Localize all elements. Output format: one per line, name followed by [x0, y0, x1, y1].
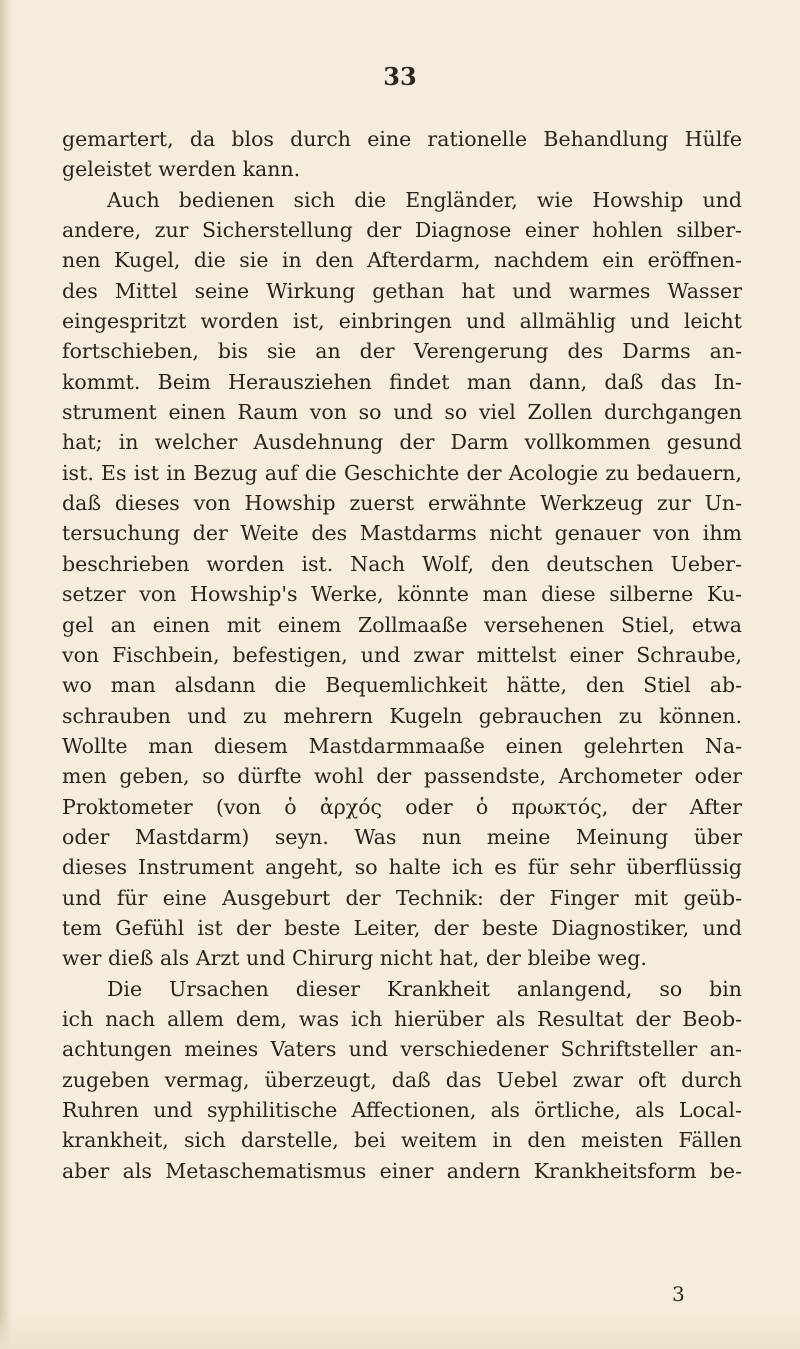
- text-line: kommt. Beim Herausziehen findet man dann, daß das In-: [62, 369, 742, 394]
- text-line: Ruhren und syphilitische Affectionen, als örtliche, als Local-: [62, 1098, 742, 1122]
- spine-shadow: [0, 0, 12, 1349]
- text-line: gel an einen mit einem Zollmaaße versehenen Stiel, etwa: [62, 612, 742, 637]
- text-line: ich nach allem dem, was ich hierüber als Resultat der Beob-: [62, 1006, 742, 1031]
- text-line: zugeben vermag, überzeugt, daß das Uebel zwar oft durch: [62, 1067, 742, 1092]
- text-line: tem Gefühl ist der beste Leiter, der beste Diagnostiker, und: [62, 915, 742, 940]
- text-line: tersuchung der Weite des Mastdarms nicht genauer von ihm: [62, 521, 742, 546]
- text-line: geleistet werden kann.: [62, 157, 301, 182]
- text-line: daß dieses von Howship zuerst erwähnte Werkzeug zur Un-: [62, 491, 742, 516]
- text-line: wo man alsdann die Bequemlichkeit hätte, den Stiel ab-: [62, 673, 742, 698]
- text-line: schrauben und zu mehrern Kugeln gebrauchen zu können.: [62, 703, 742, 728]
- text-line: eingespritzt worden ist, einbringen und allmählig und leicht: [62, 309, 742, 334]
- text-line: und für eine Ausgeburt der Technik: der Finger mit geüb-: [62, 885, 742, 910]
- text-line: ist. Es ist in Bezug auf die Geschichte der Acologie zu bedauern,: [62, 460, 742, 485]
- signature-mark: 3: [672, 1282, 685, 1306]
- text-line: gemartert, da blos durch eine rationelle Behandlung Hülfe: [62, 127, 742, 151]
- text-line: achtungen meines Vaters und verschiedener Schriftsteller an-: [62, 1037, 742, 1062]
- text-line: dieses Instrument angeht, so halte ich es für sehr überflüssig: [62, 855, 742, 880]
- text-line: men geben, so dürfte wohl der passendste, Archometer oder: [62, 764, 742, 789]
- text-line: strument einen Raum von so und so viel Zollen durchgangen: [62, 400, 742, 425]
- text-line: oder Mastdarm) seyn. Was nun meine Meinung über: [62, 824, 742, 849]
- page-edge-shadow: [0, 1310, 800, 1349]
- text-line: des Mittel seine Wirkung gethan hat und warmes Wasser: [62, 278, 742, 303]
- text-line: krankheit, sich darstelle, bei weitem in den meisten Fällen: [62, 1128, 742, 1153]
- body-text: [62, 124, 742, 1186]
- text-line: andere, zur Sicherstellung der Diagnose einer hohlen silber-: [62, 218, 742, 243]
- text-line: aber als Metaschematismus einer andern Krankheitsform be-: [62, 1158, 742, 1183]
- text-line: nen Kugel, die sie in den Afterdarm, nachdem ein eröffnen-: [62, 248, 742, 273]
- text-line: Wollte man diesem Mastdarmmaaße einen gelehrten Na-: [62, 733, 742, 758]
- text-line: beschrieben worden ist. Nach Wolf, den deutschen Ueber-: [62, 551, 742, 576]
- text-line: hat; in welcher Ausdehnung der Darm vollkommen gesund: [62, 430, 742, 455]
- page-number: 33: [383, 62, 417, 91]
- text-line: setzer von Howship's Werke, könnte man diese silberne Ku-: [62, 582, 742, 607]
- paragraph-start-line: Die Ursachen dieser Krankheit anlangend, so bin: [107, 976, 742, 1001]
- text-line: wer dieß als Arzt und Chirurg nicht hat, der bleibe weg.: [62, 946, 647, 971]
- text-line: Proktometer (von ὁ ἀρχός oder ὁ πρωκτός, der After: [62, 794, 742, 819]
- text-line: fortschieben, bis sie an der Verengerung des Darms an-: [62, 339, 742, 364]
- paragraph-start-line: Auch bedienen sich die Engländer, wie Howship und: [107, 187, 742, 212]
- text-line: von Fischbein, befestigen, und zwar mittelst einer Schraube,: [62, 642, 742, 667]
